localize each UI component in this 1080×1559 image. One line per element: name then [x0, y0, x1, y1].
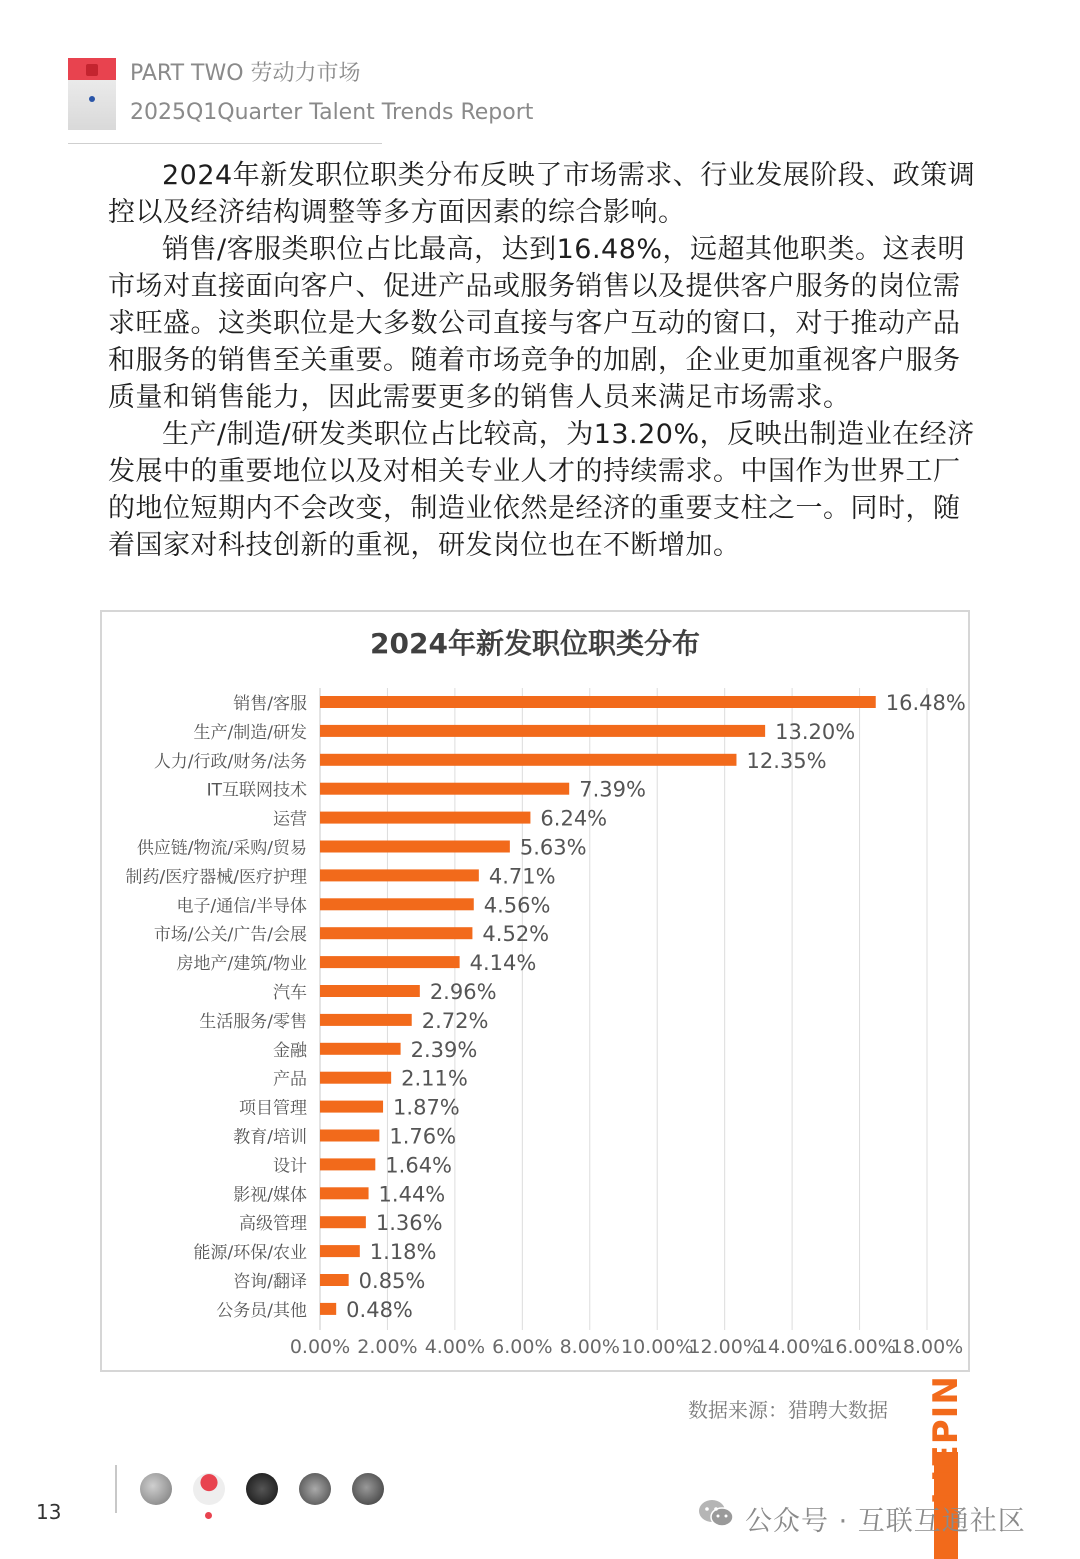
value-label: 0.85% — [358, 1269, 426, 1293]
category-label: 运营 — [273, 809, 307, 830]
x-tick-label: 14.00% — [755, 1336, 829, 1358]
footer-thumb-3[interactable] — [246, 1473, 278, 1505]
value-label: 1.64% — [385, 1153, 453, 1178]
bar — [320, 956, 460, 968]
data-source: 数据来源：猎聘大数据 — [688, 1398, 888, 1422]
category-label: IT互联网技术 — [206, 780, 307, 801]
bar — [320, 1216, 366, 1228]
x-tick-label: 4.00% — [424, 1336, 486, 1358]
active-page-dot — [205, 1512, 212, 1519]
footer-thumb-1[interactable] — [140, 1473, 172, 1505]
value-label: 13.20% — [775, 719, 856, 744]
value-label: 2.11% — [401, 1066, 468, 1091]
value-label: 4.71% — [488, 864, 556, 889]
footer-thumb-5[interactable] — [352, 1473, 384, 1505]
bar — [320, 696, 876, 708]
category-label: 房地产/建筑/物业 — [176, 954, 307, 975]
footer-thumb-2[interactable] — [193, 1473, 225, 1505]
value-label: 1.36% — [375, 1211, 443, 1236]
value-label: 12.35% — [746, 748, 827, 773]
bar — [320, 898, 474, 910]
liepin-logo: LIEPIN — [926, 1375, 966, 1505]
category-label: 人力/行政/财务/法务 — [153, 751, 307, 772]
x-tick-label: 12.00% — [688, 1336, 761, 1358]
bar — [320, 1245, 360, 1257]
bar — [320, 754, 736, 766]
x-tick-label: 6.00% — [492, 1336, 553, 1358]
value-label: 2.39% — [410, 1037, 478, 1062]
category-label: 市场/公关/广告/会展 — [153, 925, 307, 946]
footer-divider — [115, 1465, 117, 1513]
value-label: 5.63% — [519, 835, 587, 860]
value-label: 1.18% — [369, 1240, 437, 1265]
category-label: 公务员/其他 — [216, 1300, 307, 1321]
bar — [320, 1072, 391, 1084]
page-number: 13 — [36, 1500, 62, 1524]
category-label: 影视/媒体 — [233, 1185, 307, 1206]
category-label: 金融 — [273, 1040, 307, 1061]
bar — [320, 812, 530, 824]
value-label: 16.48% — [885, 691, 966, 715]
x-tick-label: 16.00% — [823, 1336, 896, 1358]
x-tick-label: 10.00% — [620, 1336, 694, 1358]
bar — [320, 783, 569, 795]
category-label: 销售/客服 — [233, 694, 307, 714]
bar — [320, 725, 765, 737]
value-label: 4.56% — [483, 893, 551, 918]
bar — [320, 1014, 412, 1026]
header-section: PART TWO 劳动力市场 — [130, 61, 361, 86]
category-label: 产品 — [273, 1069, 307, 1090]
category-label: 电子/通信/半导体 — [176, 896, 307, 917]
category-label: 高级管理 — [239, 1214, 307, 1235]
category-label: 设计 — [273, 1156, 307, 1177]
bar — [320, 1187, 369, 1199]
category-label: 汽车 — [273, 983, 307, 1003]
value-label: 0.48% — [346, 1297, 413, 1322]
category-label: 项目管理 — [239, 1098, 307, 1119]
bar — [320, 927, 472, 939]
value-label: 6.24% — [540, 806, 608, 831]
category-label: 生活服务/零售 — [199, 1011, 307, 1032]
x-tick-label: 2.00% — [357, 1336, 418, 1358]
category-label: 制药/医疗器械/医疗护理 — [125, 867, 307, 888]
value-label: 1.76% — [389, 1124, 457, 1149]
category-label: 教育/培训 — [233, 1127, 307, 1148]
watermark: 公众号 · 互联互通社区 — [745, 1506, 1026, 1537]
header-report-title: 2025Q1Quarter Talent Trends Report — [130, 100, 534, 125]
paragraph-2: 销售/客服类职位占比最高，达到16.48%，远超其他职类。这表明市场对直接面向客户、促进产品或服务销售以及提供客户服务的岗位需求旺盛。这类职位是大多数公司直接与客户互动的窗口，对于推动产品和服务的销售至关重要。随着市场竞争的加剧，企业更加重视客户服务质量和销售能力，因此需要更多的销售人员来满足市场需求。 — [108, 234, 966, 413]
chart-title: 2024年新发职位职类分布 — [370, 627, 700, 660]
bar — [320, 841, 510, 853]
category-label: 供应链/物流/采购/贸易 — [136, 838, 307, 859]
value-label: 2.96% — [429, 980, 497, 1004]
bar — [320, 1274, 349, 1286]
category-label: 咨询/翻译 — [233, 1272, 307, 1292]
x-tick-label: 0.00% — [289, 1336, 351, 1358]
paragraph-3: 生产/制造/研发类职位占比较高，为13.20%，反映出制造业在经济发展中的重要地位以及对相关专业人才的持续需求。中国作为世界工厂的地位短期内不会改变，制造业依然是经济的重要支柱之一。同时，随着国家对科技创新的重视，研发岗位也在不断增加。 — [108, 419, 975, 561]
bar — [320, 985, 420, 997]
value-label: 7.39% — [579, 777, 646, 802]
wechat-icon — [697, 1498, 735, 1528]
x-tick-label: 18.00% — [890, 1336, 964, 1358]
x-tick-label: 8.00% — [559, 1336, 620, 1358]
value-label: 1.87% — [393, 1095, 460, 1120]
value-label: 1.44% — [378, 1182, 446, 1207]
bar — [320, 1158, 375, 1170]
category-label: 能源/环保/农业 — [193, 1243, 307, 1264]
footer-thumb-4[interactable] — [299, 1473, 331, 1505]
bar — [320, 1130, 379, 1142]
bar — [320, 869, 479, 881]
bar — [320, 1101, 383, 1113]
paragraph-1: 2024年新发职位职类分布反映了市场需求、行业发展阶段、政策调控以及经济结构调整等多方面因素的综合影响。 — [108, 160, 976, 228]
value-label: 2.72% — [421, 1008, 489, 1033]
value-label: 4.52% — [482, 922, 550, 947]
bar — [320, 1043, 401, 1055]
category-label: 生产/制造/研发 — [193, 722, 307, 743]
bar — [320, 1303, 336, 1315]
value-label: 4.14% — [469, 951, 537, 976]
